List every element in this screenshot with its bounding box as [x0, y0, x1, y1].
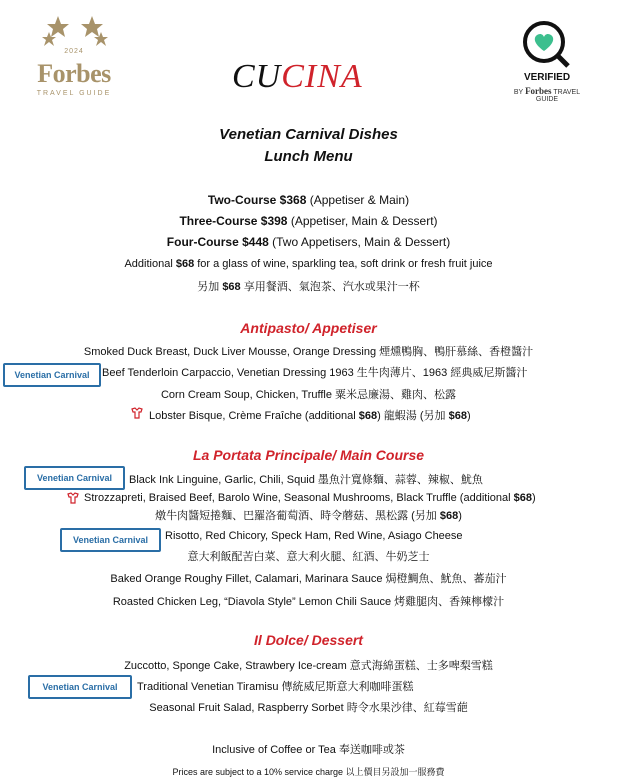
menu-subtitle: Lunch Menu [264, 148, 353, 165]
menu-item: Beef Tenderloin Carpaccio, Venetian Dressing 1963 生牛肉薄片、1963 經典威尼斯醬汁 [102, 367, 528, 379]
price-three-course: Three-Course $398 (Appetiser, Main & Dessert) [179, 214, 438, 228]
price-two-course: Two-Course $368 (Appetiser & Main) [207, 193, 410, 207]
menu-item-lobster-bisque: Lobster Bisque, Crème Fraîche (additional $68) 龍蝦湯 (另加 $68) [149, 410, 471, 422]
coffee-note: Inclusive of Coffee or Tea 奉送咖啡或茶 [212, 744, 405, 756]
venetian-carnival-tag: Venetian Carnival [60, 528, 161, 552]
main-course-heading: La Portata Principale/ Main Course [192, 447, 425, 463]
forbes-wordmark: Forbes [37, 59, 111, 88]
dessert-heading: Il Dolce/ Dessert [254, 632, 363, 648]
menu-item: Smoked Duck Breast, Duck Liver Mousse, Orange Dressing 煙燻鴨胸、鴨肝慕絲、香橙醬汁 [83, 346, 534, 358]
forbes-travel-guide-logo [28, 12, 120, 102]
additional-drink-en: Additional $68 for a glass of wine, sparkling tea, soft drink or fresh fruit juice [124, 258, 493, 270]
menu-item: Traditional Venetian Tiramisu 傳統威尼斯意大利咖啡蛋糕 [137, 681, 414, 693]
menu-item: Corn Cream Soup, Chicken, Truffle 粟米忌廉湯、雞肉、松露 [160, 389, 457, 401]
forbes-subtitle: TRAVEL GUIDE [36, 90, 112, 97]
price-four-course: Four-Course $448 (Two Appetisers, Main & Dessert) [166, 235, 451, 249]
forbes-year: 2024 [64, 48, 84, 55]
signature-dish-icon [130, 406, 144, 420]
menu-item: Black Ink Linguine, Garlic, Chili, Squid 墨魚汁寬條麵、蒜蓉、辣椒、魷魚 [129, 474, 483, 486]
venetian-carnival-tag: Venetian Carnival [24, 466, 125, 490]
menu-item-strozzapreti: Strozzapreti, Braised Beef, Barolo Wine, Seasonal Mushrooms, Black Truffle (additional $68) [84, 492, 536, 504]
menu-item: Roasted Chicken Leg, “Diavola Style” Lemon Chili Sauce 烤雞腿肉、香辣檸檬汁 [112, 596, 505, 608]
verified-heart-icon [520, 18, 572, 70]
menu-item: Risotto, Red Chicory, Speck Ham, Red Wine, Asiago Cheese [165, 530, 463, 542]
verified-by-text: BY Forbes TRAVEL GUIDE [513, 86, 581, 103]
menu-title: Venetian Carnival Dishes [219, 126, 398, 143]
verified-text: VERIFIED [523, 72, 571, 83]
stars-icon [40, 12, 110, 52]
venetian-carnival-tag: Venetian Carnival [28, 675, 132, 699]
venetian-carnival-tag: Venetian Carnival [3, 363, 101, 387]
signature-dish-icon [66, 491, 80, 505]
verified-badge [508, 18, 586, 104]
service-charge-note: Prices are subject to a 10% service charge 以上價目另設加一服務費 [172, 767, 445, 777]
antipasto-heading: Antipasto/ Appetiser [240, 320, 377, 336]
menu-item: Zuccotto, Sponge Cake, Strawbery Ice-cream 意式海綿蛋糕、士多啤梨雪糕 [124, 660, 493, 672]
additional-drink-zh: 另加 $68 享用餐酒、氣泡茶、汽水或果汁一杯 [197, 281, 420, 293]
menu-item: Seasonal Fruit Salad, Raspberry Sorbet 時令水果沙律、紅莓雪葩 [149, 702, 468, 714]
cucina-logo: CUCINA [232, 58, 363, 95]
menu-item: Baked Orange Roughy Fillet, Calamari, Marinara Sauce 焗橙鯛魚、魷魚、蕃茄汁 [110, 573, 507, 585]
menu-item-risotto-zh: 意大利飯配苦白菜、意大利火腿、紅酒、牛奶芝士 [187, 551, 430, 563]
menu-item-strozzapreti-zh: 燉牛肉醬短捲麵、巴羅洛葡萄酒、時令蘑菇、黑松露 (另加 $68) [155, 510, 462, 522]
